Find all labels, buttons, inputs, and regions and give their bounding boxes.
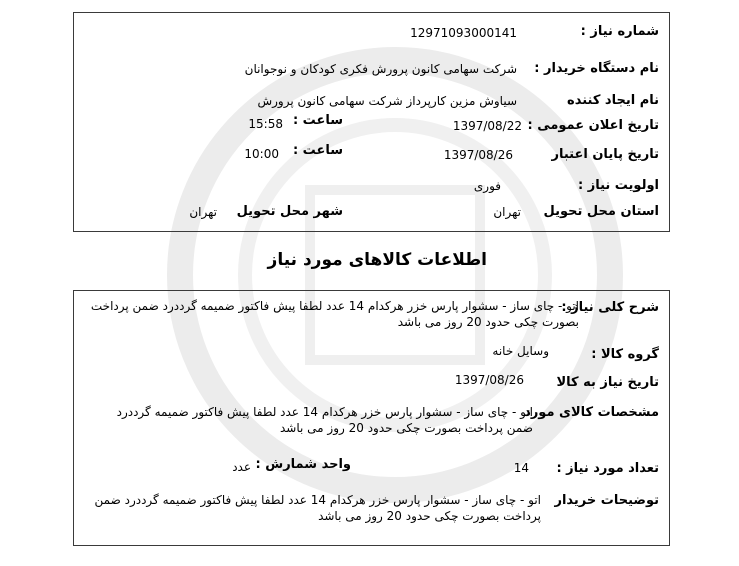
expiry-time-label: ساعت : <box>292 143 343 158</box>
city-label: شهر محل تحویل <box>236 204 343 219</box>
buyer-org-label: نام دستگاه خریدار : <box>534 61 659 76</box>
province-label: استان محل تحویل <box>543 204 659 219</box>
specs: اتو - چای ساز - سشوار پارس خزر هرکدام 14 عدد لطفا پیش فاکتور ضمیمه گرددرد ضمن پرداخت بصورت چکی حدود 20 روز می باشد <box>116 405 533 435</box>
buyer-notes-label: توضیحات خریدار <box>554 493 659 508</box>
buyer-notes: اتو - چای ساز - سشوار پارس خزر هرکدام 14 عدد لطفا پیش فاکتور ضمیمه گرددرد ضمن پرداخت بصورت چکی حدود 20 روز می باشد <box>94 493 541 523</box>
announce-time-label: ساعت : <box>292 113 343 128</box>
need-date: 1397/08/26 <box>454 373 524 387</box>
expiry-date-label: تاریخ پایان اعتبار <box>551 147 659 162</box>
announce-time: 15:58 <box>248 117 283 131</box>
need-number: 12971093000141 <box>410 26 517 40</box>
priority: فوری <box>473 179 501 193</box>
expiry-time: 10:00 <box>244 147 279 161</box>
buyer-org: شرکت سهامی کانون پرورش فکری کودکان و نوجوانان <box>244 62 517 76</box>
province: تهران <box>493 205 521 219</box>
need-number-label: شماره نیاز : <box>580 24 659 39</box>
group-label: گروه کالا : <box>591 347 659 362</box>
city: تهران <box>189 205 217 219</box>
general-desc-label: شرح کلی نیاز : <box>561 300 659 315</box>
quantity-label: تعداد مورد نیاز : <box>556 461 659 476</box>
section-title: اطلاعات کالاهای مورد نیاز <box>267 250 487 270</box>
announce-date-label: تاریخ اعلان عمومی : <box>527 118 659 133</box>
expiry-date: 1397/08/26 <box>443 148 513 162</box>
priority-label: اولویت نیاز : <box>577 178 659 193</box>
creator: سیاوش مزین کارپرداز شرکت سهامی کانون پرورش <box>257 94 517 108</box>
unit: عدد <box>232 460 251 474</box>
group: وسایل خانه <box>492 344 549 358</box>
need-date-label: تاریخ نیاز به کالا <box>556 375 659 390</box>
creator-label: نام ایجاد کننده <box>567 93 659 108</box>
quantity: 14 <box>513 461 529 475</box>
general-desc: اتو - چای ساز - سشوار پارس خزر هرکدام 14 عدد لطفا پیش فاکتور ضمیمه گرددرد ضمن پرداخت بصورت چکی حدود 20 روز می باشد <box>90 299 579 329</box>
announce-date: 1397/08/22 <box>452 119 522 133</box>
unit-label: واحد شمارش : <box>255 457 351 472</box>
specs-label: مشخصات کالای مورد <box>524 405 659 420</box>
